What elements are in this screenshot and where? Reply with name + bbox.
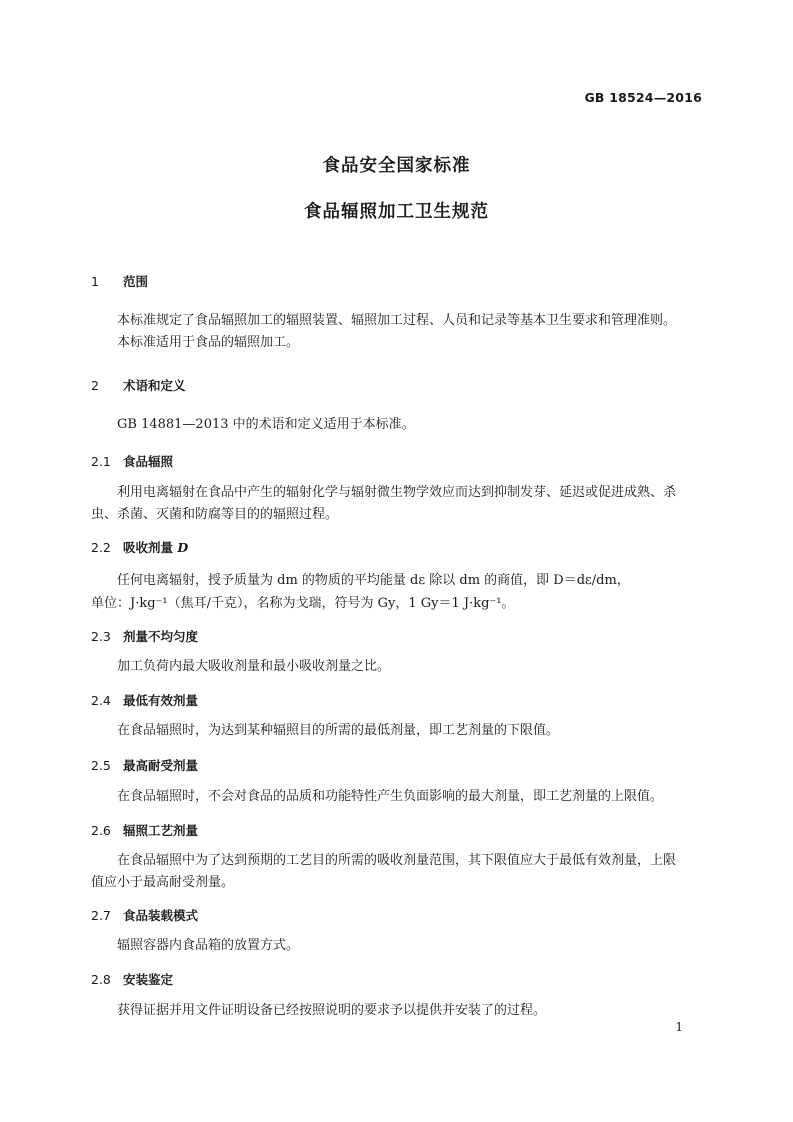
section-number: 2.5 [91,758,111,773]
section-title: 吸收剂量 [123,540,174,555]
section-2-paragraph: GB 14881—2013 中的术语和定义适用于本标准。 [117,417,415,432]
section-number: 2.4 [91,693,111,708]
section-title: 最高耐受剂量 [123,758,199,773]
section-1-heading [91,272,148,290]
section-2-7-paragraph: 辐照容器内食品箱的放置方式。 [117,938,300,953]
document-title: 食品安全国家标准 [322,156,471,176]
section-title: 最低有效剂量 [123,693,199,708]
section-number: 1 [91,274,99,289]
standard-number: GB 18524—2016 [584,90,702,105]
section-title: 食品辐照 [123,454,174,469]
section-2-1-paragraph-line-2: 虫、杀菌、灭菌和防腐等目的的辐照过程。 [91,507,339,522]
section-2-1-heading [91,452,173,470]
section-2-8-paragraph: 获得证据并用文件证明设备已经按照说明的要求予以提供并安装了的过程。 [117,1003,547,1018]
section-2-2-heading [91,538,188,556]
section-2-6-paragraph-line-2: 值应小于最高耐受剂量。 [91,875,235,890]
section-2-6-heading [91,821,198,839]
section-2-5-paragraph: 在食品辐照时，不会对食品的品质和功能特性产生负面影响的最大剂量，即工艺剂量的上限值。 [117,789,664,804]
section-2-5-heading [91,756,198,774]
document-subtitle: 食品辐照加工卫生规范 [304,202,489,222]
section-2-8-heading [91,970,173,988]
section-title: 食品装载模式 [123,908,199,923]
section-title: 辐照工艺剂量 [123,823,199,838]
section-title: 安装鉴定 [123,972,174,987]
section-2-2-paragraph-line-2: 单位：J·kg⁻¹（焦耳/千克），名称为戈瑞，符号为 Gy，1 Gy＝1 J·kg⁻¹。 [91,596,515,611]
section-number: 2.3 [91,629,111,644]
section-number: 2.1 [91,454,111,469]
section-2-4-paragraph: 在食品辐照时，为达到某种辐照目的所需的最低剂量，即工艺剂量的下限值。 [117,723,560,738]
section-2-6-paragraph-line-1: 在食品辐照中为了达到预期的工艺目的所需的吸收剂量范围，其下限值应大于最低有效剂量，上限 [117,853,677,868]
section-1-paragraph-1: 本标准规定了食品辐照加工的辐照装置、辐照加工过程、人员和记录等基本卫生要求和管理准则。 [117,313,677,328]
page-number: 1 [675,1020,683,1034]
section-2-heading [91,376,186,394]
dose-symbol: D [177,540,189,555]
section-2-3-heading [91,627,198,645]
section-2-3-paragraph: 加工负荷内最大吸收剂量和最小吸收剂量之比。 [117,659,391,674]
section-number: 2.6 [91,823,111,838]
section-2-7-heading [91,906,198,924]
section-1-paragraph-2: 本标准适用于食品的辐照加工。 [117,335,300,350]
section-title: 术语和定义 [123,378,186,393]
section-title: 剂量不均匀度 [123,629,199,644]
section-title: 范围 [123,274,149,289]
section-2-2-paragraph-line-1: 任何电离辐射，授予质量为 dm 的物质的平均能量 dε 除以 dm 的商值，即 D＝dε/dm， [117,573,630,588]
section-number: 2 [91,378,99,393]
section-number: 2.7 [91,908,111,923]
section-number: 2.8 [91,972,111,987]
section-2-4-heading [91,691,198,709]
section-2-1-paragraph-line-1: 利用电离辐射在食品中产生的辐射化学与辐射微生物学效应而达到抑制发芽、延迟或促进成熟、杀 [117,485,677,500]
section-number: 2.2 [91,540,111,555]
